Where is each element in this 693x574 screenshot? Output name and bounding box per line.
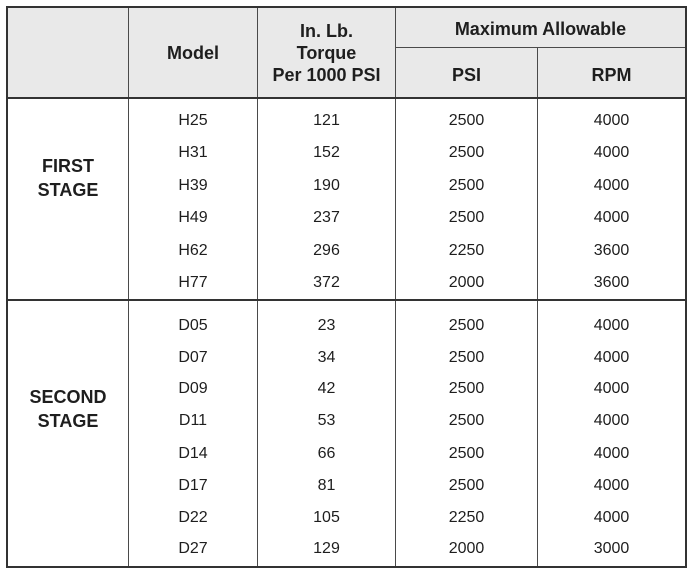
header-model: Model [167,43,219,63]
cell-psi: 2000 [448,274,485,291]
cell-rpm: 3000 [593,540,630,557]
cell-psi: 2250 [448,242,485,259]
cell-psi: 2500 [448,412,485,429]
cell-rpm: 4000 [593,112,630,129]
cell-rpm: 4000 [593,412,630,429]
cell-psi: 2500 [448,445,485,462]
cell-rpm: 4000 [593,209,630,226]
cell-model: H77 [178,274,208,291]
stage-label-line: FIRST [42,156,94,176]
cell-psi: 2500 [448,349,485,366]
cell-model: D27 [178,540,208,557]
cell-psi: 2500 [448,144,485,161]
cell-torque: 296 [313,242,340,259]
cell-torque: 121 [313,112,340,129]
stage-label-line: STAGE [37,411,99,431]
cell-psi: 2000 [448,540,485,557]
cell-torque: 152 [313,144,340,161]
cell-rpm: 4000 [593,177,630,194]
header-psi: PSI [451,65,481,85]
cell-torque: 81 [317,477,336,494]
cell-rpm: 4000 [593,349,630,366]
cell-psi: 2500 [448,112,485,129]
cell-psi: 2250 [448,509,485,526]
cell-torque: 190 [313,177,340,194]
group-divider [8,299,685,301]
cell-rpm: 4000 [593,317,630,334]
cell-model: D07 [178,349,208,366]
cell-rpm: 3600 [593,274,630,291]
stage-label-first [8,154,128,202]
cell-rpm: 4000 [593,380,630,397]
cell-model: H25 [178,112,208,129]
cell-model: D14 [178,445,208,462]
cell-rpm: 4000 [593,509,630,526]
cell-model: H49 [178,209,208,226]
cell-model: D17 [178,477,208,494]
header-torque-line2: Torque [296,43,357,63]
cell-torque: 105 [313,509,340,526]
cell-rpm: 4000 [593,144,630,161]
header-torque-line1: In. Lb. [300,21,353,41]
stage-label-line: SECOND [29,387,107,407]
cell-torque: 66 [317,445,336,462]
stage-label-line: STAGE [37,180,99,200]
cell-rpm: 3600 [593,242,630,259]
cell-model: H31 [178,144,208,161]
cell-psi: 2500 [448,477,485,494]
cell-torque: 129 [313,540,340,557]
torque-table [6,6,687,568]
cell-model: D11 [178,412,208,429]
cell-psi: 2500 [448,177,485,194]
header-stage-cell [8,8,128,98]
cell-model: H39 [178,177,208,194]
cell-model: D22 [178,509,208,526]
header-max-allowable: Maximum Allowable [454,19,627,39]
cell-torque: 34 [317,349,336,366]
header-divider [8,97,685,99]
cell-psi: 2500 [448,209,485,226]
cell-rpm: 4000 [593,445,630,462]
cell-model: D05 [178,317,208,334]
header-rpm: RPM [591,65,632,85]
cell-torque: 53 [317,412,336,429]
header-subdivider [396,47,685,48]
cell-psi: 2500 [448,317,485,334]
cell-torque: 23 [317,317,336,334]
cell-torque: 372 [313,274,340,291]
cell-rpm: 4000 [593,477,630,494]
cell-torque: 237 [313,209,340,226]
cell-psi: 2500 [448,380,485,397]
cell-model: D09 [178,380,208,397]
cell-model: H62 [178,242,208,259]
header-torque-line3: Per 1000 PSI [272,65,381,85]
cell-torque: 42 [317,380,336,397]
stage-label-second [8,385,128,433]
